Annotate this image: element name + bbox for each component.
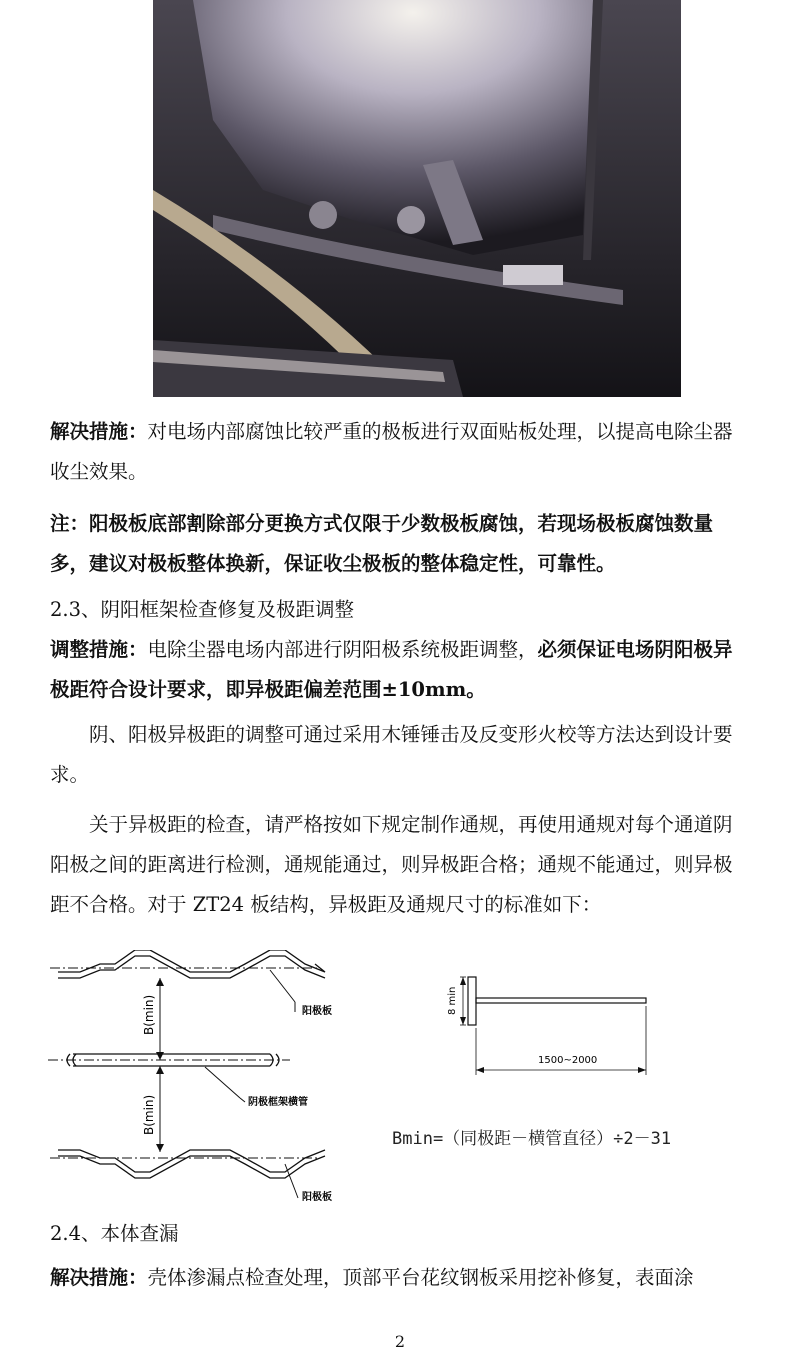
label-cathode-frame: 阴极框架横管 (248, 1097, 308, 1108)
label-gauge-length: 1500~2000 (538, 1055, 598, 1066)
diagram-electrode-spacing (40, 950, 760, 1210)
label-adjust: 调整措施： (50, 638, 148, 661)
photo-precipitator-interior (153, 0, 681, 397)
label-anode-top: 阳极板 (302, 1006, 332, 1017)
text-adjust: 电除尘器电场内部进行阴阳极系统极距调整， (147, 638, 538, 661)
label-solution: 解决措施： (50, 420, 148, 443)
text-adjust-bold: 必须保证电场阴阳极异极距符合设计要求，即异极距偏差范围±10mm。 (50, 638, 733, 701)
text-solution-2: 壳体渗漏点检查处理，顶部平台花纹钢板采用挖补修复，表面涂 (147, 1266, 694, 1289)
paragraph-gauge: 关于异极距的检查，请严格按如下规定制作通规，再使用通规对每个通道阴阳极之间的距离进行检测，通规能通过，则异极距合格；通规不能通过，则异极距不合格。对于 ZT24 板结构，异极距及通规尺寸的标准如下： (50, 813, 733, 916)
text-solution-1: 对电场内部腐蚀比较严重的极板进行双面贴板处理，以提高电除尘器收尘效果。 (50, 420, 733, 483)
photo-illustration (153, 0, 681, 397)
paragraph-note: 注：阳极板底部割除部分更换方式仅限于少数极板腐蚀，若现场极板腐蚀数量多，建议对极板整体换新，保证收尘极板的整体稳定性，可靠性。 (50, 512, 714, 575)
anode-plate-top (50, 950, 325, 978)
paragraph-solution-1 (50, 412, 750, 492)
anode-plate-bottom (50, 1150, 325, 1178)
paragraph-adjust (50, 630, 750, 710)
label-b-min-top: B(min) (142, 994, 156, 1035)
label-anode-bottom: 阳极板 (302, 1192, 332, 1203)
paragraph-adjust-method: 阴、阳极异极距的调整可通过采用木锤锤击及反变形火校等方法达到设计要求。 (50, 723, 733, 786)
page-number: 2 (394, 1332, 406, 1351)
label-8min: 8 min (447, 986, 458, 1015)
heading-2-3: 2.3、阴阳框架检查修复及极距调整 (50, 598, 355, 621)
formula-bmin: Bmin=（同极距－横管直径）÷2－31 (392, 1129, 672, 1149)
paragraph-solution-2 (50, 1258, 750, 1298)
cathode-frame-tube (48, 1054, 290, 1066)
heading-2-4: 2.4、本体查漏 (50, 1222, 179, 1245)
label-solution-2: 解决措施： (50, 1266, 148, 1289)
label-b-min-bottom: B(min) (142, 1094, 156, 1135)
